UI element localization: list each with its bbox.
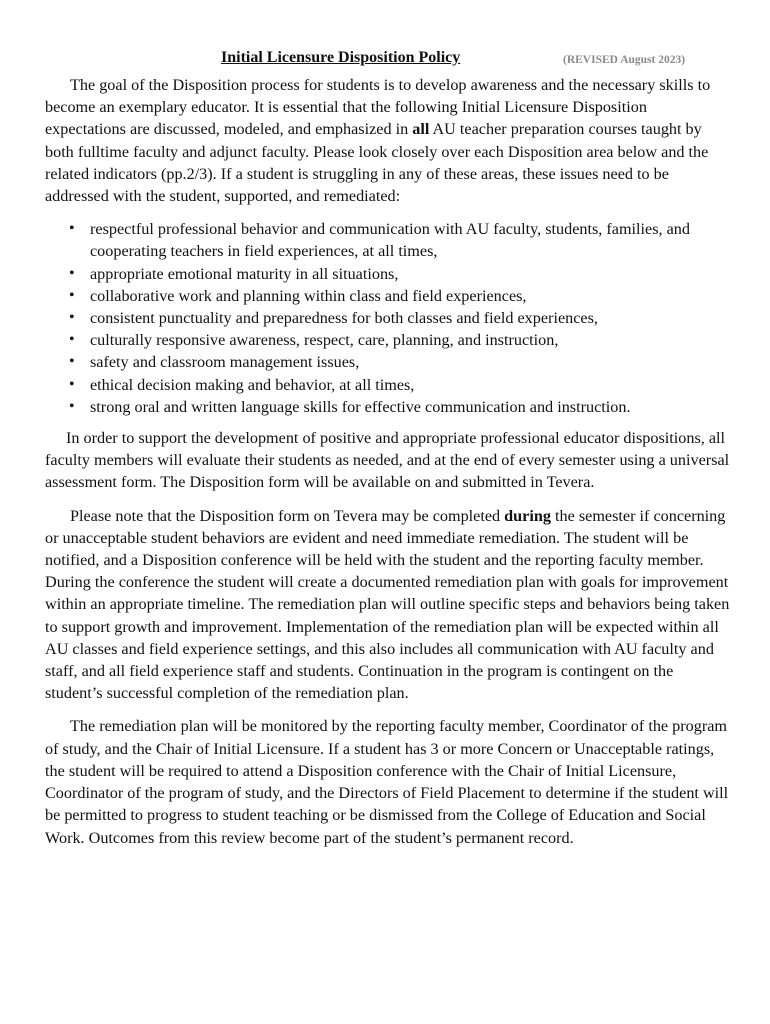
revision-note: (REVISED August 2023): [563, 54, 686, 66]
disposition-item: • collaborative work and planning within class and field experiences,: [90, 285, 730, 307]
disposition-list: [45, 218, 730, 418]
remediation-text-2: the semester if concerning or unacceptable student behaviors are evident and need immediate remediation. The student will be notified, and a Disposition conference will be held with the student and the reporting faculty member. During the conference the student will create a documented remediation plan with goals for improvement within an appropriate timeline. The remediation plan will outline specific steps and behaviors being taken to support growth and improvement. Implementation of the remediation plan will be expected within all AU classes and field experience settings, and this also includes all communication with AU faculty and staff, and all field experience staff and students. Continuation in the program is contingent on the student’s successful completion of the remediation plan.: [45, 506, 730, 703]
remediation-paragraph: [45, 505, 730, 705]
disposition-item: • respectful professional behavior and communication with AU faculty, students, families, and cooperating teachers in field experiences, at all times,: [90, 218, 730, 262]
disposition-item: • consistent punctuality and preparedness for both classes and field experiences,: [90, 307, 730, 329]
disposition-item: • strong oral and written language skills for effective communication and instruction.: [90, 396, 730, 418]
intro-emphasis: all: [412, 120, 430, 139]
intro-text-2: AU teacher preparation courses taught by both fulltime faculty and adjunct faculty. Please look closely over each Disposition area below and the related indicators (pp.2/3). If a student is struggling in any of these areas, these issues need to be addressed with the student, supported, and remediated:: [45, 120, 709, 206]
remediation-text-1: Please note that the Disposition form on Tevera may be completed: [70, 506, 505, 525]
intro-text-1: The goal of the Disposition process for students is to develop awareness and the necessary skills to become an exemplary educator. It is essential that the following Initial Licensure Disposition expectations are discussed, modeled, and emphasized in: [45, 76, 711, 139]
evaluation-paragraph: In order to support the development of positive and appropriate professional educator dispositions, all faculty members will evaluate their students as needed, and at the end of every semester using a universal assessment form. The Disposition form will be available on and submitted in Tevera.: [45, 429, 730, 492]
intro-paragraph: [45, 74, 730, 207]
document-header: [45, 47, 730, 71]
document-title: Initial Licensure Disposition Policy: [221, 49, 461, 66]
remediation-emphasis: during: [504, 506, 551, 525]
monitoring-paragraph: The remediation plan will be monitored by the reporting faculty member, Coordinator of the program of study, and the Chair of Initial Licensure. If a student has 3 or more Concern or Unacceptable ratings, the student will be required to attend a Disposition conference with the Chair of Initial Licensure, Coordinator of the program of study, and the Directors of Field Placement to determine if the student will be permitted to progress to student teaching or be dismissed from the College of Education and Social Work. Outcomes from this review become part of the student’s permanent record.: [45, 717, 729, 847]
disposition-item: • ethical decision making and behavior, at all times,: [90, 374, 730, 396]
disposition-item: • culturally responsive awareness, respect, care, planning, and instruction,: [90, 329, 730, 351]
disposition-item: • safety and classroom management issues,: [90, 351, 730, 373]
disposition-item: • appropriate emotional maturity in all situations,: [90, 263, 730, 285]
